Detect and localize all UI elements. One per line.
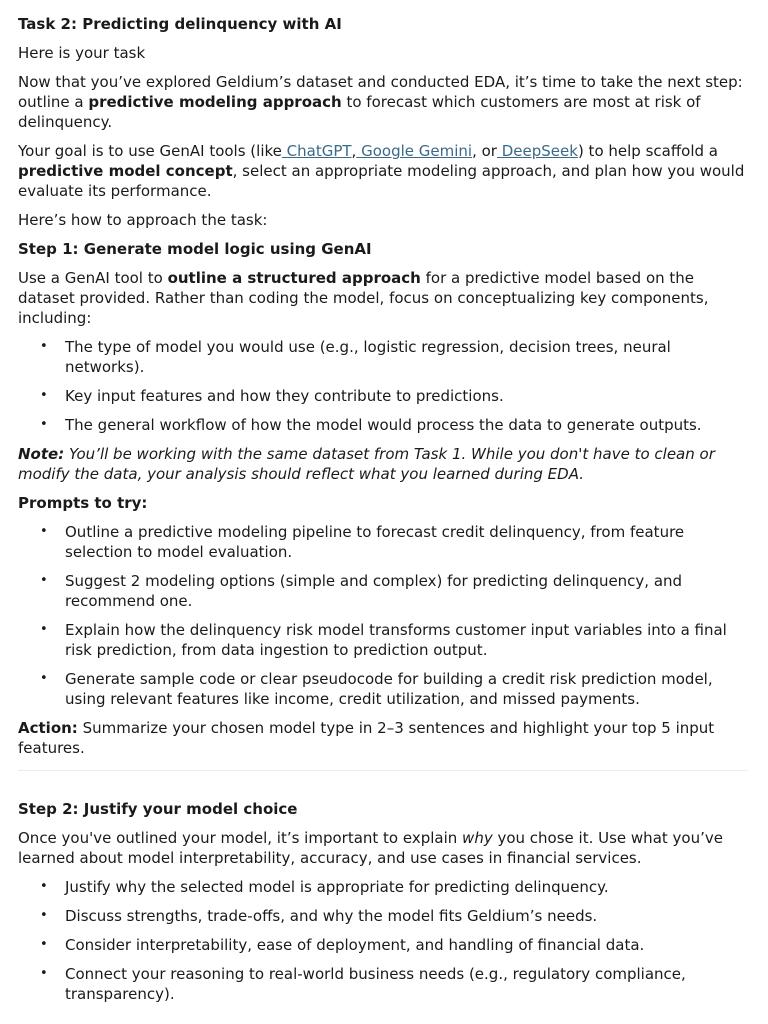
note-paragraph	[18, 444, 748, 484]
list-item: • Generate sample code or clear pseudocode for building a credit risk prediction model, using relevant features like income, credit utilization, and missed payments.	[65, 669, 748, 709]
goal-text-post: , select an appropriate modeling approach, and plan how you would evaluate its performance.	[18, 162, 745, 200]
step2-text-pre: Once you've outlined your model, it’s important to explain	[18, 829, 463, 847]
step2-heading: Step 2: Justify your model choice	[18, 800, 298, 818]
list-item: • The general workflow of how the model would process the data to generate outputs.	[65, 415, 748, 435]
goal-text-mid: ) to help scaffold a	[577, 142, 718, 160]
step2-list	[18, 877, 748, 1004]
list-item: • Key input features and how they contribute to predictions.	[65, 386, 748, 406]
step1-heading: Step 1: Generate model logic using GenAI	[18, 240, 372, 258]
step2-em: why	[462, 829, 493, 847]
deepseek-link[interactable]: DeepSeek	[496, 142, 578, 160]
goal-bold: predictive model concept	[18, 162, 233, 180]
note-label: Note:	[18, 445, 65, 463]
list-item: • The type of model you would use (e.g., logistic regression, decision trees, neural networks).	[65, 337, 748, 377]
action-paragraph	[18, 718, 748, 758]
step1-bold: outline a structured approach	[167, 269, 421, 287]
goal-sep-1: ,	[351, 142, 357, 160]
task-title: Task 2: Predicting delinquency with AI	[18, 15, 342, 33]
list-item: • Connect your reasoning to real-world business needs (e.g., regulatory compliance, transparency).	[65, 964, 748, 1004]
intro-text-pre: Now that you’ve explored Geldium’s dataset and conducted EDA, it’s time to take the next step: outline a	[18, 73, 743, 111]
step2-paragraph	[18, 828, 748, 868]
step1-text-pre: Use a GenAI tool to	[18, 269, 168, 287]
list-item: • Suggest 2 modeling options (simple and complex) for predicting delinquency, and recommend one.	[65, 571, 748, 611]
list-item: • Discuss strengths, trade-offs, and why the model fits Geldium’s needs.	[65, 906, 748, 926]
google-gemini-link[interactable]: Google Gemini	[356, 142, 473, 160]
chatgpt-link[interactable]: ChatGPT	[281, 142, 352, 160]
step1-paragraph	[18, 268, 748, 328]
intro-text-post: to forecast which customers are most at risk of delinquency.	[18, 93, 701, 131]
prompts-list	[18, 522, 748, 709]
step1-text-post: for a predictive model based on the dataset provided. Rather than coding the model, focus on conceptualizing key components, including:	[18, 269, 709, 327]
list-item: • Outline a predictive modeling pipeline to forecast credit delinquency, from feature selection to model evaluation.	[65, 522, 748, 562]
intro-bold: predictive modeling approach	[88, 93, 342, 111]
list-item: • Consider interpretability, ease of deployment, and handling of financial data.	[65, 935, 748, 955]
prompts-heading: Prompts to try:	[18, 494, 148, 512]
action-text: Summarize your chosen model type in 2–3 sentences and highlight your top 5 input features.	[18, 719, 715, 757]
approach-text: Here’s how to approach the task:	[18, 211, 268, 229]
goal-paragraph	[18, 141, 748, 201]
goal-sep-2: , or	[472, 142, 497, 160]
section-divider	[18, 770, 748, 771]
list-item: • Justify why the selected model is appropriate for predicting delinquency.	[65, 877, 748, 897]
goal-text-pre: Your goal is to use GenAI tools (like	[18, 142, 282, 160]
step2-text-post: you chose it. Use what you’ve learned about model interpretability, accuracy, and use cases in financial services.	[18, 829, 723, 867]
list-item: • Explain how the delinquency risk model transforms customer input variables into a final risk prediction, from data ingestion to prediction output.	[65, 620, 748, 660]
intro-label: Here is your task	[18, 44, 146, 62]
note-text: You’ll be working with the same dataset from Task 1. While you don't have to clean or modify the data, your analysis should reflect what you learned during EDA.	[18, 445, 715, 483]
action-label: Action:	[18, 719, 78, 737]
intro-paragraph	[18, 72, 748, 132]
step1-list	[18, 337, 748, 435]
